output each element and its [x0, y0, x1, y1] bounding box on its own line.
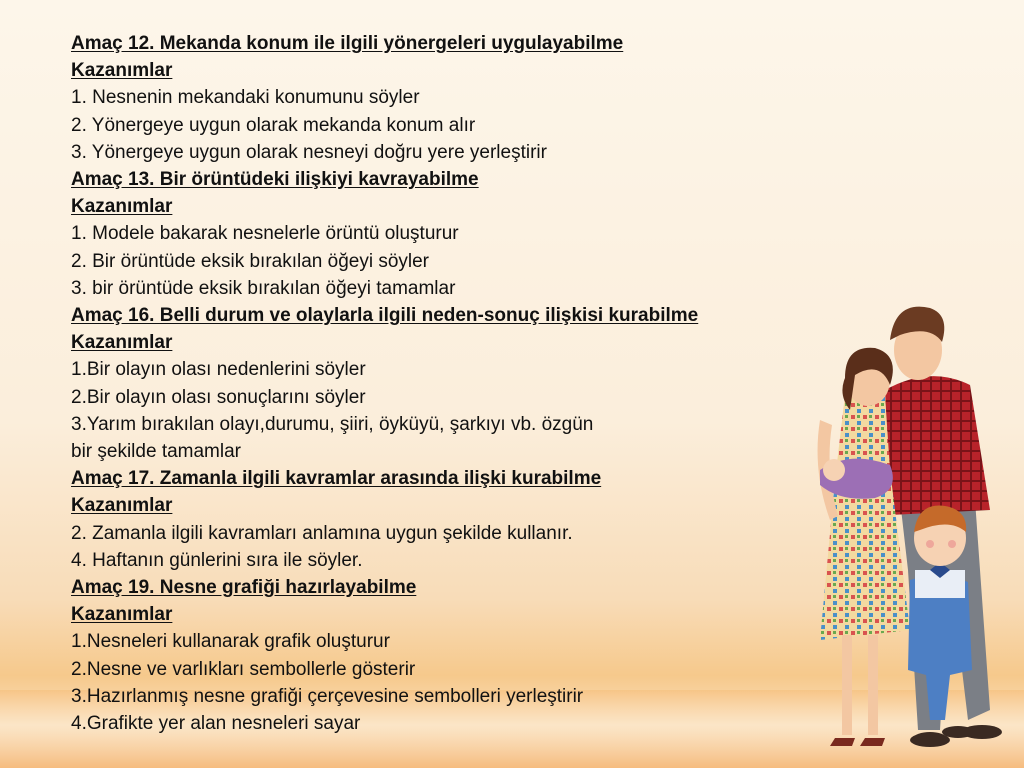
heading-line: Kazanımlar — [71, 60, 173, 82]
heading-line: Kazanımlar — [71, 604, 173, 626]
heading-line: Amaç 16. Belli durum ve olaylarla ilgili neden-sonuç ilişkisi kurabilme — [71, 305, 699, 327]
body-line: 3. Yönergeye uygun olarak nesneyi doğru yere yerleştirir — [71, 141, 547, 163]
body-line: 3.Yarım bırakılan olayı,durumu, şiiri, öyküyü, şarkıyı vb. özgün — [71, 413, 594, 435]
family-illustration-icon — [790, 270, 1024, 768]
heading-line: Kazanımlar — [71, 495, 173, 517]
heading-line: Amaç 12. Mekanda konum ile ilgili yönergeleri uygulayabilme — [71, 33, 624, 54]
body-line: 2. Bir örüntüde eksik bırakılan öğeyi söyler — [71, 250, 430, 272]
heading-line: Amaç 19. Nesne grafiği hazırlayabilme — [71, 577, 417, 599]
body-line: 3. bir örüntüde eksik bırakılan öğeyi tamamlar — [71, 277, 456, 299]
body-line: 2.Nesne ve varlıkları sembollerle gösterir — [71, 658, 416, 680]
body-line: 2.Bir olayın olası sonuçlarını söyler — [71, 386, 366, 408]
document-body — [71, 30, 851, 737]
body-line: 3.Hazırlanmış nesne grafiği çerçevesine sembolleri yerleştirir — [71, 685, 584, 707]
body-line: bir şekilde tamamlar — [71, 441, 241, 463]
body-line: 1.Nesneleri kullanarak grafik oluşturur — [71, 631, 390, 653]
heading-line: Amaç 17. Zamanla ilgili kavramlar arasında ilişki kurabilme — [71, 468, 602, 490]
body-line: 4. Haftanın günlerini sıra ile söyler. — [71, 549, 363, 571]
heading-line: Kazanımlar — [71, 196, 173, 218]
body-line: 2. Zamanla ilgili kavramları anlamına uygun şekilde kullanır. — [71, 522, 573, 544]
body-line: 1. Nesnenin mekandaki konumunu söyler — [71, 87, 420, 109]
body-line: 4.Grafikte yer alan nesneleri sayar — [71, 713, 361, 735]
heading-line: Amaç 13. Bir örüntüdeki ilişkiyi kavrayabilme — [71, 169, 479, 191]
heading-line: Kazanımlar — [71, 332, 173, 354]
body-line: 1.Bir olayın olası nedenlerini söyler — [71, 359, 366, 381]
body-line: 1. Modele bakarak nesnelerle örüntü oluşturur — [71, 223, 459, 245]
body-line: 2. Yönergeye uygun olarak mekanda konum alır — [71, 114, 476, 136]
